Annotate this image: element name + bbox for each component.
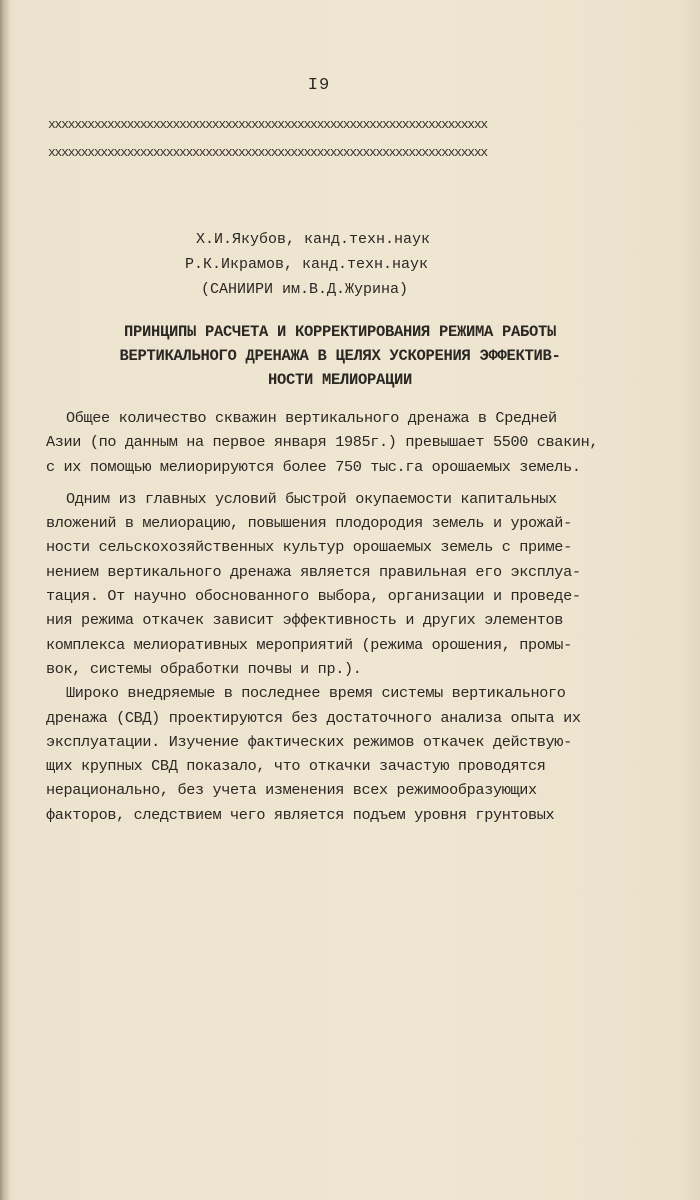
text-line: Общее количество скважин вертикального дренажа в Средней — [66, 409, 557, 427]
text-line: вложений в мелиорацию, повышения плодородия земель и урожай- — [46, 514, 572, 533]
title-line: ВЕРТИКАЛЬНОГО ДРЕНАЖА В ЦЕЛЯХ УСКОРЕНИЯ ЭФФЕКТИВ- — [119, 347, 561, 365]
article-title — [40, 320, 640, 392]
text-line: дренажа (СВД) проектируются без достаточного анализа опыта их — [46, 708, 581, 727]
author-block — [0, 227, 560, 302]
text-line: Одним из главных условий быстрой окупаемости капитальных — [66, 489, 557, 508]
text-line: эксплуатации. Изучение фактических режимов откачек действую- — [46, 732, 572, 751]
binding-edge — [0, 0, 10, 1200]
affiliation-line: (САНИИРИ им.В.Д.Журина) — [200, 281, 408, 298]
page-number: I9 — [307, 76, 331, 95]
text-line: комплекса мелиоративных мероприятий (режима орошения, промы- — [46, 635, 572, 654]
paragraph — [46, 406, 646, 479]
separator-line: xxxxxxxxxxxxxxxxxxxxxxxxxxxxxxxxxxxxxxxxxxxxxxxxxxxxxxxxxxxxxxxxxxx — [48, 118, 487, 132]
text-line: ния режима откачек зависит эффективность и других элементов — [46, 611, 564, 630]
text-line: ности сельскохозяйственных культур орошаемых земель с приме- — [46, 538, 572, 557]
title-line: НОСТИ МЕЛИОРАЦИИ — [267, 371, 413, 389]
text-line: Широко внедряемые в последнее время системы вертикального — [66, 684, 566, 703]
body-text — [46, 406, 646, 827]
text-line: нением вертикального дренажа является правильная его эксплуа- — [46, 562, 581, 581]
paragraph — [46, 487, 646, 681]
author-line: Х.И.Якубов, канд.техн.наук — [195, 231, 430, 248]
title-line: ПРИНЦИПЫ РАСЧЕТА И КОРРЕКТИРОВАНИЯ РЕЖИМА РАБОТЫ — [123, 323, 557, 341]
text-line: вок, системы обработки почвы и пр.). — [46, 659, 362, 678]
text-line: с их помощью мелиорируются более 750 тыс.га орошаемых земель. — [46, 457, 581, 476]
text-line: щих крупных СВД показало, что откачки зачастую проводятся — [46, 757, 546, 776]
text-line: нерационально, без учета изменения всех режимообразующих — [46, 781, 537, 800]
page-edge-shade — [682, 0, 700, 1200]
paragraph — [46, 681, 646, 827]
text-line: тация. От научно обоснованного выбора, организации и проведе- — [46, 587, 581, 606]
separator-line: xxxxxxxxxxxxxxxxxxxxxxxxxxxxxxxxxxxxxxxxxxxxxxxxxxxxxxxxxxxxxxxxxxx — [48, 146, 487, 160]
text-line: Азии (по данным на первое января 1985г.) превышает 5500 свакин, — [46, 433, 599, 452]
text-line: факторов, следствием чего является подъем уровня грунтовых — [46, 805, 555, 824]
author-line: Р.К.Икрамов, канд.техн.наук — [184, 256, 428, 273]
